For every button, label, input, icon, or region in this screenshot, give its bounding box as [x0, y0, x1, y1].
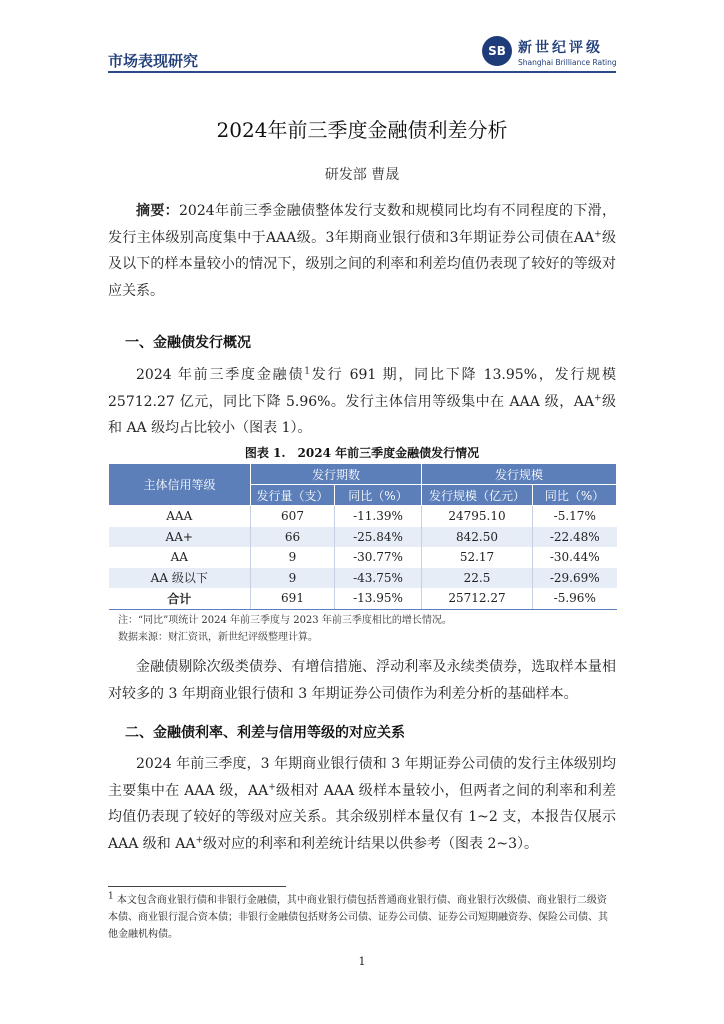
cell-count: 66: [251, 527, 335, 548]
footnote-divider: [108, 886, 286, 887]
header-scale: 发行规模（亿元）: [422, 485, 533, 506]
footnote-ref[interactable]: 1: [304, 366, 310, 377]
table-caption: 图表 1. 2024 年前三季度金融债发行情况: [244, 446, 480, 460]
sample-paragraph: 金融债剔除次级类债券、有增信措施、浮动利率及永续类债券，选取样本量相对较多的 3 年期商业银行债和 3 年期证券公司债作为利差分析的基础样本。: [108, 659, 616, 702]
header-count-yoy: 同比（%）: [335, 485, 422, 506]
header-count: 发行量（支）: [251, 485, 335, 506]
table-note: 注：“同比”项统计 2024 年前三季度与 2023 年前三季度相比的增长情况。: [118, 615, 452, 626]
logo-name-en: Shanghai Brilliance Rating: [518, 58, 617, 67]
section2-sup-2: +: [195, 834, 203, 845]
cell-scale-yoy: -29.69%: [533, 568, 617, 589]
cell-scale-yoy: -5.17%: [533, 506, 617, 527]
section2-text-a: 2024 年前三季度，3 年期商业银行债和 3 年期证券公司债的发行主体级别均主要集中在 AAA 级，AA: [108, 756, 616, 799]
section1-text-c: 级和 AA 级均占比较小（图表 1）。: [108, 393, 616, 436]
cell-count-yoy: -11.39%: [335, 506, 422, 527]
table-row: [109, 506, 617, 527]
footnote-text: 本文包含商业银行债和非银行金融债，其中商业银行债包括普通商业银行债、商业银行次级债、商业银行二级资本债、商业银行混合资本债；非银行金融债包括财务公司债、证券公司债、证券公司短期融资券、保险公司债、其他金融机构债。: [108, 895, 608, 940]
cell-count-yoy: -43.75%: [335, 568, 422, 589]
cell-count: 691: [251, 588, 335, 609]
cell-scale: 52.17: [422, 547, 533, 568]
header-group-scale: 发行规模: [422, 464, 617, 485]
section2-sup-1: +: [268, 781, 276, 792]
section-heading-1: 一、金融债发行概况: [125, 335, 251, 351]
cell-count: 9: [251, 547, 335, 568]
abstract-label: 摘要：: [136, 203, 180, 219]
logo-name-cn: 新世纪评级: [518, 40, 603, 56]
cell-count-yoy: -30.77%: [335, 547, 422, 568]
section1-paragraph: [108, 362, 616, 442]
logo-emblem-icon: SB: [482, 36, 512, 66]
cell-scale-yoy: -5.96%: [533, 588, 617, 609]
cell-rating: AAA: [166, 509, 193, 524]
brand-logo: [482, 36, 622, 72]
table-source: 数据来源：财汇资讯，新世纪评级整理计算。: [118, 632, 318, 643]
cell-rating: AA: [170, 550, 188, 565]
section2-text-c: 级对应的利率和利差统计结果以供参考（图表 2~3）。: [203, 835, 538, 852]
cell-scale: 25712.27: [422, 588, 533, 609]
cell-scale: 22.5: [422, 568, 533, 589]
table-row: [109, 527, 617, 548]
header-rating: 主体信用等级: [109, 464, 251, 506]
abstract-sup: +: [594, 228, 602, 239]
header-divider: [108, 71, 616, 73]
footnote-marker: 1: [108, 891, 114, 902]
issuance-table: [108, 463, 617, 610]
cell-count: 607: [251, 506, 335, 527]
cell-scale: 842.50: [422, 527, 533, 548]
abstract-text: 2024年前三季金融债整体发行支数和规模同比均有不同程度的下滑，发行主体级别高度集中于AAA级。3年期商业银行债和3年期证券公司债在AA: [108, 203, 616, 246]
cell-rating: 合计: [109, 588, 251, 609]
cell-count-yoy: -25.84%: [335, 527, 422, 548]
section2-paragraph: [108, 751, 616, 857]
table-row: [109, 547, 617, 568]
abstract-text-rest: 级及以下的样本量较小的情况下，级别之间的利率和利差均值仍表现了较好的等级对应关系。: [108, 229, 616, 299]
author-line: 研发部 曹晟: [324, 167, 400, 183]
header-scale-yoy: 同比（%）: [533, 485, 617, 506]
section1-text-b: 发行 691 期，同比下降 13.95%，发行规模 25712.27 亿元，同比下降 5.96%。发行主体信用等级集中在 AAA 级，AA: [108, 367, 616, 410]
header-section-title: 市场表现研究: [108, 52, 199, 70]
cell-rating: AA+: [109, 527, 251, 548]
cell-scale-yoy: -22.48%: [533, 527, 617, 548]
cell-scale-yoy: -30.44%: [533, 547, 617, 568]
document-title: 2024年前三季度金融债利差分析: [216, 118, 508, 142]
table-row-total: [109, 588, 617, 609]
section2-text-b: 级相对 AAA 级样本量较小，但两者之间的利率和利差均值仍表现了较好的等级对应关系。其余级别样本量仅有 1~2 支，本报告仅展示 AAA 级和 AA: [108, 782, 616, 852]
abstract-paragraph: [108, 198, 616, 304]
cell-count-yoy: -13.95%: [335, 588, 422, 609]
table-row: [109, 568, 617, 589]
footnote: [108, 892, 616, 943]
cell-count: 9: [251, 568, 335, 589]
section-heading-2: 二、金融债利率、利差与信用等级的对应关系: [125, 725, 405, 741]
section1-text-a: 2024 年前三季度金融债: [136, 367, 305, 383]
section1-sup: +: [593, 392, 602, 403]
page-number: 1: [358, 955, 366, 968]
header-group-count: 发行期数: [251, 464, 422, 485]
cell-rating: AA 级以下: [109, 568, 251, 589]
cell-scale: 24795.10: [422, 506, 533, 527]
